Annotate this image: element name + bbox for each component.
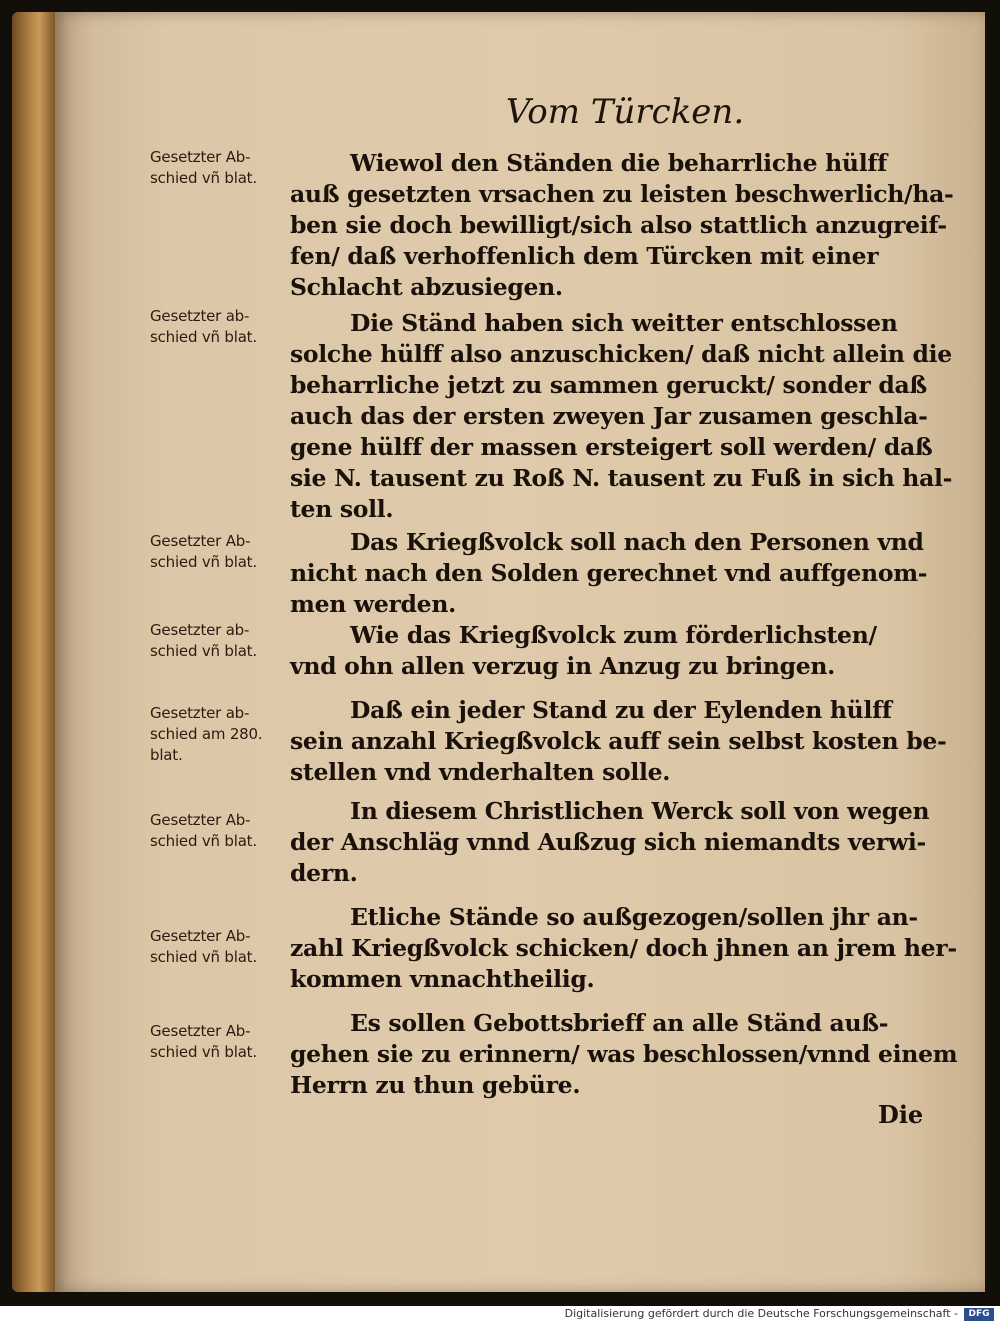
- margin-note-line: schied am 280.: [150, 725, 263, 743]
- text-line: Etliche Stände so außgezogen/sollen jhr an-: [350, 903, 918, 931]
- margin-note-6: [150, 810, 290, 852]
- paragraph-6: [290, 796, 950, 889]
- text-line: Es sollen Gebottsbrieff an alle Ständ auß-: [350, 1009, 889, 1037]
- margin-note-line: Gesetzter ab-: [150, 307, 250, 325]
- paragraph-7: [290, 902, 957, 995]
- paragraph-4: [290, 620, 950, 682]
- text-line: auß gesetzten vrsachen zu leisten beschwerlich/ha-: [290, 180, 954, 208]
- footer-bar: [0, 1306, 1000, 1324]
- margin-note-line: schied vñ blat.: [150, 1043, 257, 1061]
- text-line: sein anzahl Kriegßvolck auff sein selbst kosten be-: [290, 727, 947, 755]
- margin-note-line: schied vñ blat.: [150, 832, 257, 850]
- text-line: fen/ daß verhoffenlich dem Türcken mit einer: [290, 242, 879, 270]
- text-line: Schlacht abzusiegen.: [290, 273, 563, 301]
- paragraph-5: [290, 695, 950, 788]
- text-line: sie N. tausent zu Roß N. tausent zu Fuß in sich hal-: [290, 464, 953, 492]
- paragraph-1: [290, 148, 954, 303]
- text-line: Daß ein jeder Stand zu der Eylenden hülff: [350, 696, 892, 724]
- margin-note-line: Gesetzter Ab-: [150, 811, 251, 829]
- text-line: kommen vnnachtheilig.: [290, 965, 595, 993]
- text-line: zahl Kriegßvolck schicken/ doch jhnen an jrem her-: [290, 934, 957, 962]
- margin-note-5: [150, 703, 290, 766]
- paragraph-8: [290, 1008, 958, 1101]
- margin-note-7: [150, 926, 290, 968]
- margin-note-line: schied vñ blat.: [150, 642, 257, 660]
- catchword: Die: [878, 1100, 924, 1129]
- text-line: gehen sie zu erinnern/ was beschlossen/vnnd einem: [290, 1040, 958, 1068]
- text-line: Herrn zu thun gebüre.: [290, 1071, 581, 1099]
- text-line: Wie das Kriegßvolck zum förderlichsten/: [350, 621, 877, 649]
- text-line: dern.: [290, 859, 358, 887]
- margin-note-line: schied vñ blat.: [150, 328, 257, 346]
- text-line: Die Ständ haben sich weitter entschlossen: [350, 309, 898, 337]
- text-line: nicht nach den Solden gerechnet vnd auffgenom-: [290, 559, 928, 587]
- text-line: stellen vnd vnderhalten solle.: [290, 758, 671, 786]
- margin-note-2: [150, 306, 290, 348]
- paragraph-3: [290, 527, 950, 620]
- margin-note-line: Gesetzter ab-: [150, 621, 250, 639]
- margin-note-line: Gesetzter Ab-: [150, 148, 251, 166]
- margin-note-3: [150, 531, 290, 573]
- text-line: vnd ohn allen verzug in Anzug zu bringen.: [290, 652, 836, 680]
- margin-note-line: Gesetzter Ab-: [150, 1022, 251, 1040]
- margin-note-line: Gesetzter Ab-: [150, 927, 251, 945]
- text-line: men werden.: [290, 590, 456, 618]
- margin-note-line: schied vñ blat.: [150, 169, 257, 187]
- text-line: ben sie doch bewilligt/sich also stattlich anzugreif-: [290, 211, 947, 239]
- text-line: auch das der ersten zweyen Jar zusamen geschla-: [290, 402, 928, 430]
- text-line: Wiewol den Ständen die beharrliche hülff: [350, 149, 887, 177]
- margin-note-4: [150, 620, 290, 662]
- margin-note-1: [150, 147, 290, 189]
- text-line: ten soll.: [290, 495, 394, 523]
- paragraph-2: [290, 308, 953, 525]
- text-line: der Anschläg vnnd Außzug sich niemandts verwi-: [290, 828, 926, 856]
- margin-note-line: schied vñ blat.: [150, 553, 257, 571]
- margin-note-line: Gesetzter Ab-: [150, 532, 251, 550]
- dfg-logo-icon: DFG: [964, 1308, 994, 1321]
- margin-note-8: [150, 1021, 290, 1063]
- margin-note-line: schied vñ blat.: [150, 948, 257, 966]
- text-line: In diesem Christlichen Werck soll von wegen: [350, 797, 930, 825]
- margin-note-line: Gesetzter ab-: [150, 704, 250, 722]
- text-line: solche hülff also anzuschicken/ daß nicht allein die: [290, 340, 952, 368]
- text-line: beharrliche jetzt zu sammen geruckt/ sonder daß: [290, 371, 927, 399]
- margin-note-line: blat.: [150, 746, 183, 764]
- text-line: gene hülff der massen ersteigert soll werden/ daß: [290, 433, 933, 461]
- text-line: Das Kriegßvolck soll nach den Personen vnd: [350, 528, 924, 556]
- footer-credit-text: Digitalisierung gefördert durch die Deutsche Forschungsgemeinschaft -: [564, 1307, 958, 1320]
- running-head: Vom Türcken.: [505, 92, 745, 132]
